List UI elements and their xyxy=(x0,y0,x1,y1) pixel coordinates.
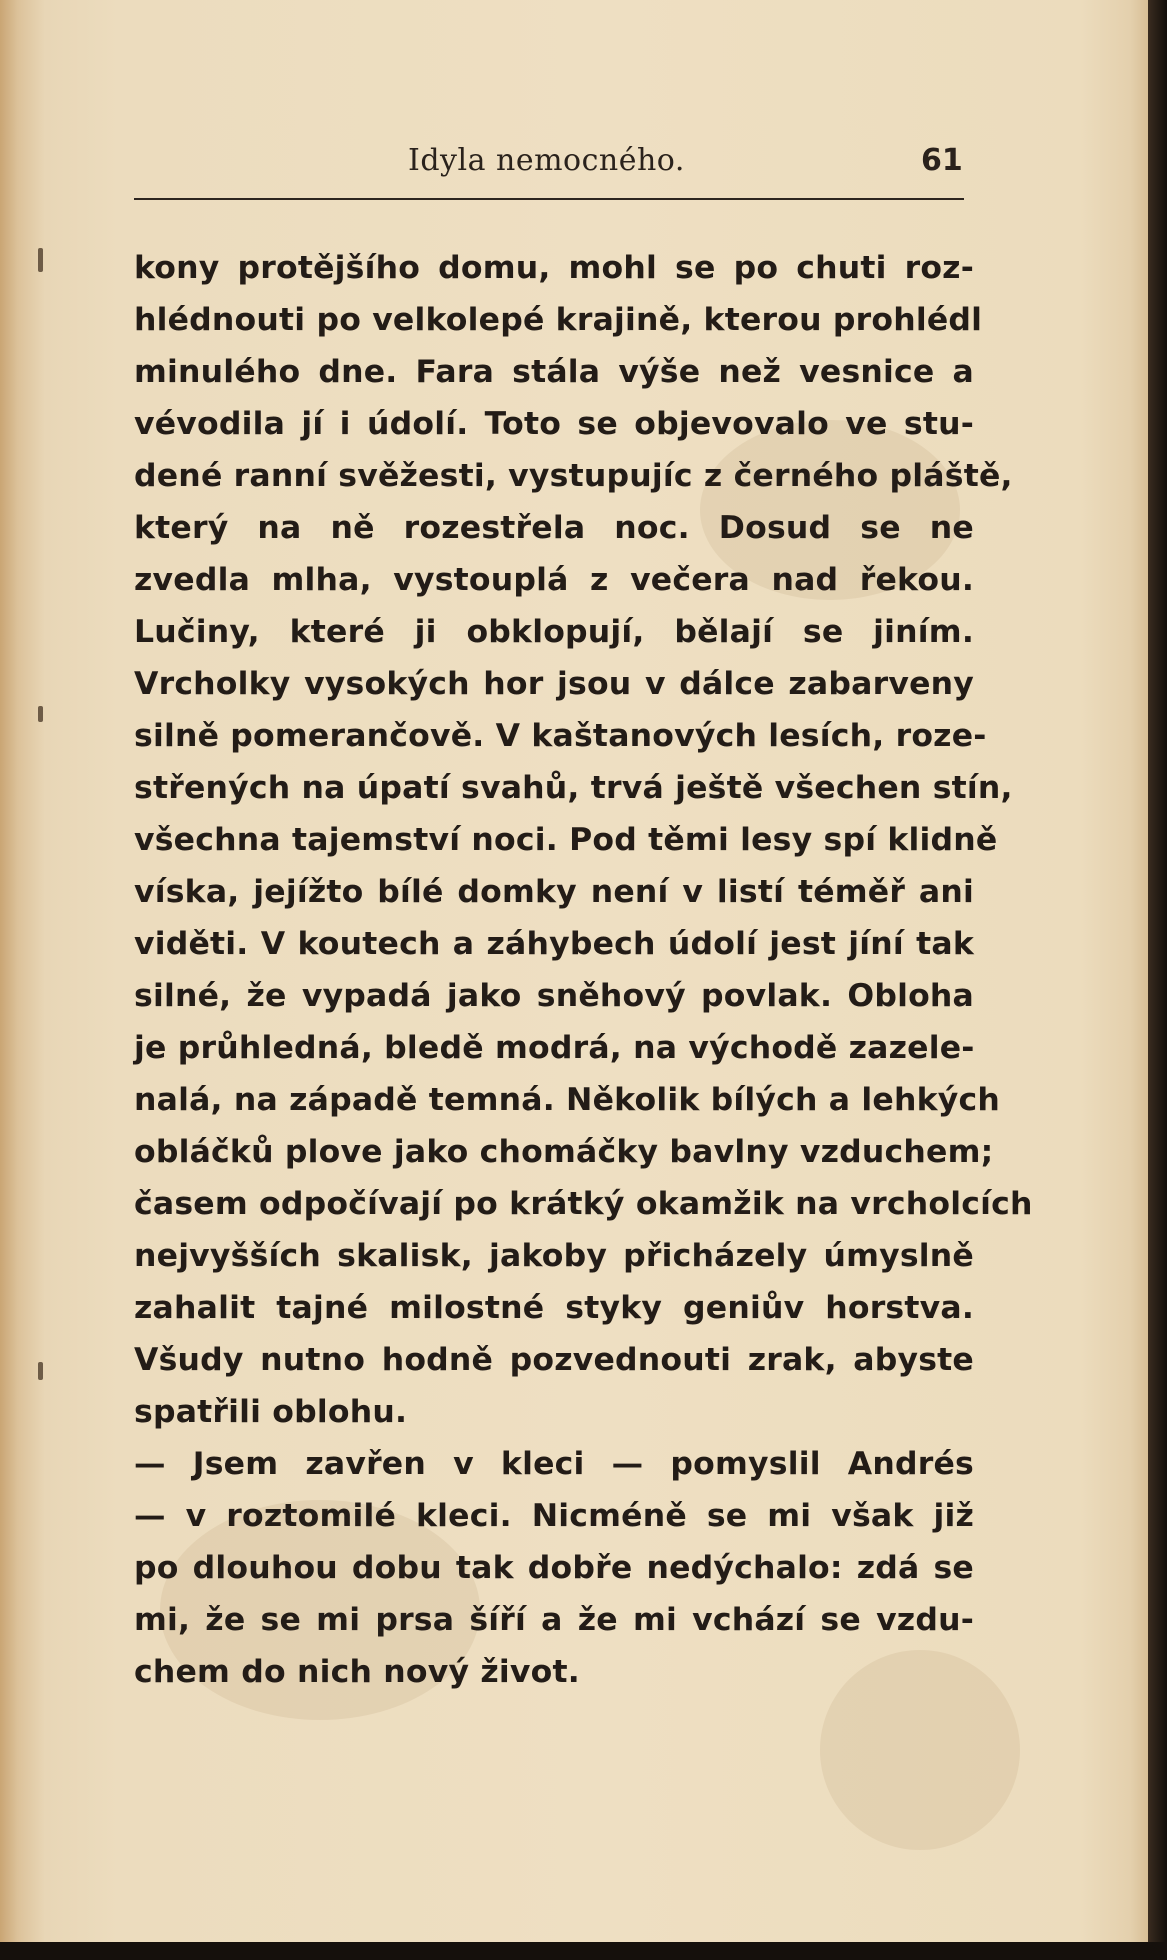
text-line: — Jsem zavřen v kleci — pomyslil Andrés xyxy=(134,1446,974,1482)
body-text xyxy=(134,242,1033,1698)
text-line: obláčků plove jako chomáčky bavlny vzduchem; xyxy=(134,1134,994,1170)
running-title: Idyla nemocného. xyxy=(408,143,685,178)
text-line: střených na úpatí svahů, trvá ještě všechen stín, xyxy=(134,770,1013,806)
header-rule xyxy=(134,198,964,200)
binding-mark xyxy=(38,706,43,722)
text-line: spatřili oblohu. xyxy=(134,1394,408,1430)
binding-mark xyxy=(38,248,43,272)
binding-mark xyxy=(38,1362,43,1380)
page-bottom-shadow xyxy=(0,1942,1167,1960)
text-line: viděti. V koutech a záhybech údolí jest jíní tak xyxy=(134,926,974,962)
text-line: který na ně rozestřela noc. Dosud se ne xyxy=(134,510,974,546)
text-line: zahalit tajné milostné styky geniův horstva. xyxy=(134,1290,974,1326)
text-line: zvedla mlha, vystouplá z večera nad řekou. xyxy=(134,562,974,598)
text-line: silně pomerančově. V kaštanových lesích, roze- xyxy=(134,718,987,754)
text-line: časem odpočívají po krátký okamžik na vrcholcích xyxy=(134,1186,1033,1222)
text-line: silné, že vypadá jako sněhový povlak. Obloha xyxy=(134,978,974,1014)
text-line: Všudy nutno hodně pozvednouti zrak, abyste xyxy=(134,1342,974,1378)
text-line: minulého dne. Fara stála výše než vesnice a xyxy=(134,354,974,390)
text-line: chem do nich nový život. xyxy=(134,1654,580,1690)
text-line: nalá, na západě temná. Několik bílých a lehkých xyxy=(134,1082,1000,1118)
text-line: Vrcholky vysokých hor jsou v dálce zabarveny xyxy=(134,666,974,702)
page-number: 61 xyxy=(921,143,963,178)
text-line: nejvyšších skalisk, jakoby přicházely úmyslně xyxy=(134,1238,974,1274)
text-line: víska, jejížto bílé domky není v listí téměř ani xyxy=(134,874,974,910)
text-line: mi, že se mi prsa šíří a že mi vchází se vzdu- xyxy=(134,1602,974,1638)
text-line: všechna tajemství noci. Pod těmi lesy spí klidně xyxy=(134,822,998,858)
text-line: — v roztomilé kleci. Nicméně se mi však již xyxy=(134,1498,974,1534)
text-line: Lučiny, které ji obklopují, bělají se jiním. xyxy=(134,614,974,650)
text-line: dené ranní svěžesti, vystupujíc z černého pláště, xyxy=(134,458,1013,494)
text-line: vévodila jí i údolí. Toto se objevovalo ve stu- xyxy=(134,406,974,442)
text-line: je průhledná, bledě modrá, na východě zazele- xyxy=(134,1030,975,1066)
text-line: kony protějšího domu, mohl se po chuti roz- xyxy=(134,250,974,286)
page-header xyxy=(0,143,1148,183)
text-line: po dlouhou dobu tak dobře nedýchalo: zdá se xyxy=(134,1550,974,1586)
page-edge-shadow xyxy=(1148,0,1167,1960)
text-line: hlédnouti po velkolepé krajině, kterou prohlédl xyxy=(134,302,983,338)
